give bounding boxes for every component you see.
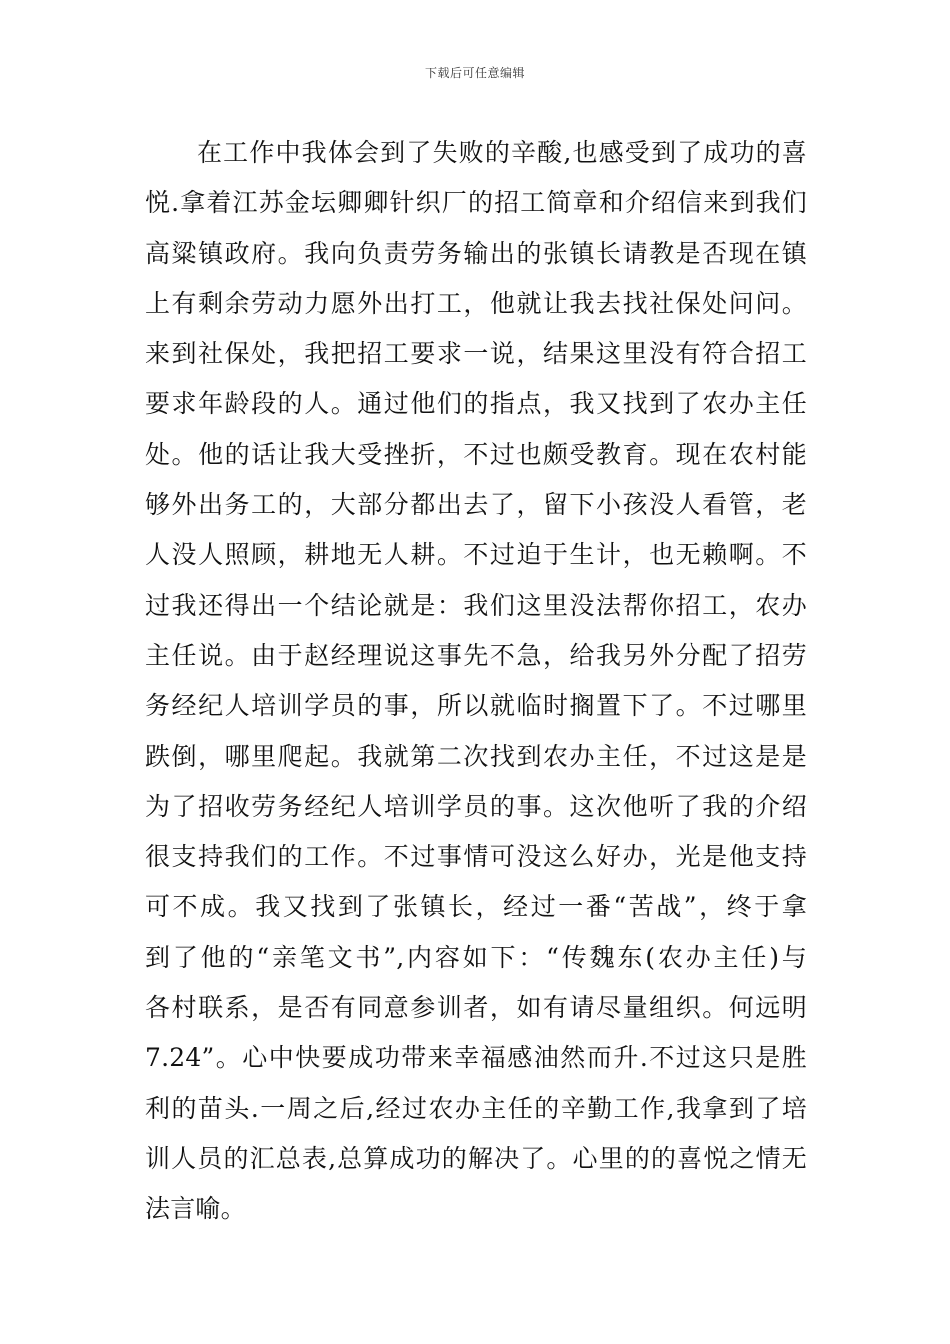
paragraph-line: 够外出务工的，大部分都出去了，留下小孩没人看管，老 [145, 490, 807, 520]
paragraph-line: 很支持我们的工作。不过事情可没这么好办，光是他支持 [145, 842, 807, 872]
paragraph-line: 悦.拿着江苏金坛卿卿针织厂的招工简章和介绍信来到我们 [145, 188, 807, 218]
paragraph-line: 在工作中我体会到了失败的辛酸,也感受到了成功的喜 [197, 138, 807, 167]
paragraph-line: 务经纪人培训学员的事，所以就临时搁置下了。不过哪里 [145, 691, 807, 721]
paragraph-line: 人没人照顾，耕地无人耕。不过迫于生计，也无赖啊。不 [145, 540, 807, 570]
paragraph-line: 跌倒，哪里爬起。我就第二次找到农办主任，不过这是是 [145, 741, 807, 771]
paragraph-line: 7.24”。心中快要成功带来幸福感油然而升.不过这只是胜 [145, 1043, 807, 1073]
paragraph-line: 来到社保处，我把招工要求一说，结果这里没有符合招工 [145, 339, 807, 369]
paragraph-line: 过我还得出一个结论就是：我们这里没法帮你招工，农办 [145, 590, 807, 620]
paragraph-line: 处。他的话让我大受挫折，不过也颇受教育。现在农村能 [145, 439, 807, 469]
paragraph-line: 上有剩余劳动力愿外出打工，他就让我去找社保处问问。 [145, 288, 807, 318]
paragraph-line: 高粱镇政府。我向负责劳务输出的张镇长请教是否现在镇 [145, 238, 807, 268]
page-header-note: 下载后可任意编辑 [424, 66, 525, 80]
paragraph-line: 要求年龄段的人。通过他们的指点，我又找到了农办主任 [145, 389, 807, 419]
paragraph-line: 训人员的汇总表,总算成功的解决了。心里的的喜悦之情无 [145, 1143, 807, 1173]
paragraph-line: 法言喻。 [145, 1194, 246, 1224]
paragraph-line: 为了招收劳务经纪人培训学员的事。这次他听了我的介绍 [145, 791, 807, 821]
paragraph-line: 利的苗头.一周之后,经过农办主任的辛勤工作,我拿到了培 [145, 1093, 807, 1123]
paragraph-line: 主任说。由于赵经理说这事先不急，给我另外分配了招劳 [145, 640, 807, 670]
paragraph-line: 可不成。我又找到了张镇长，经过一番“苦战”，终于拿 [145, 892, 807, 922]
document-body [145, 128, 807, 1235]
paragraph-line: 到了他的“亲笔文书”,内容如下：“传魏东(农办主任)与 [145, 942, 807, 972]
paragraph-line: 各村联系，是否有同意参训者，如有请尽量组织。何远明 [145, 993, 807, 1023]
